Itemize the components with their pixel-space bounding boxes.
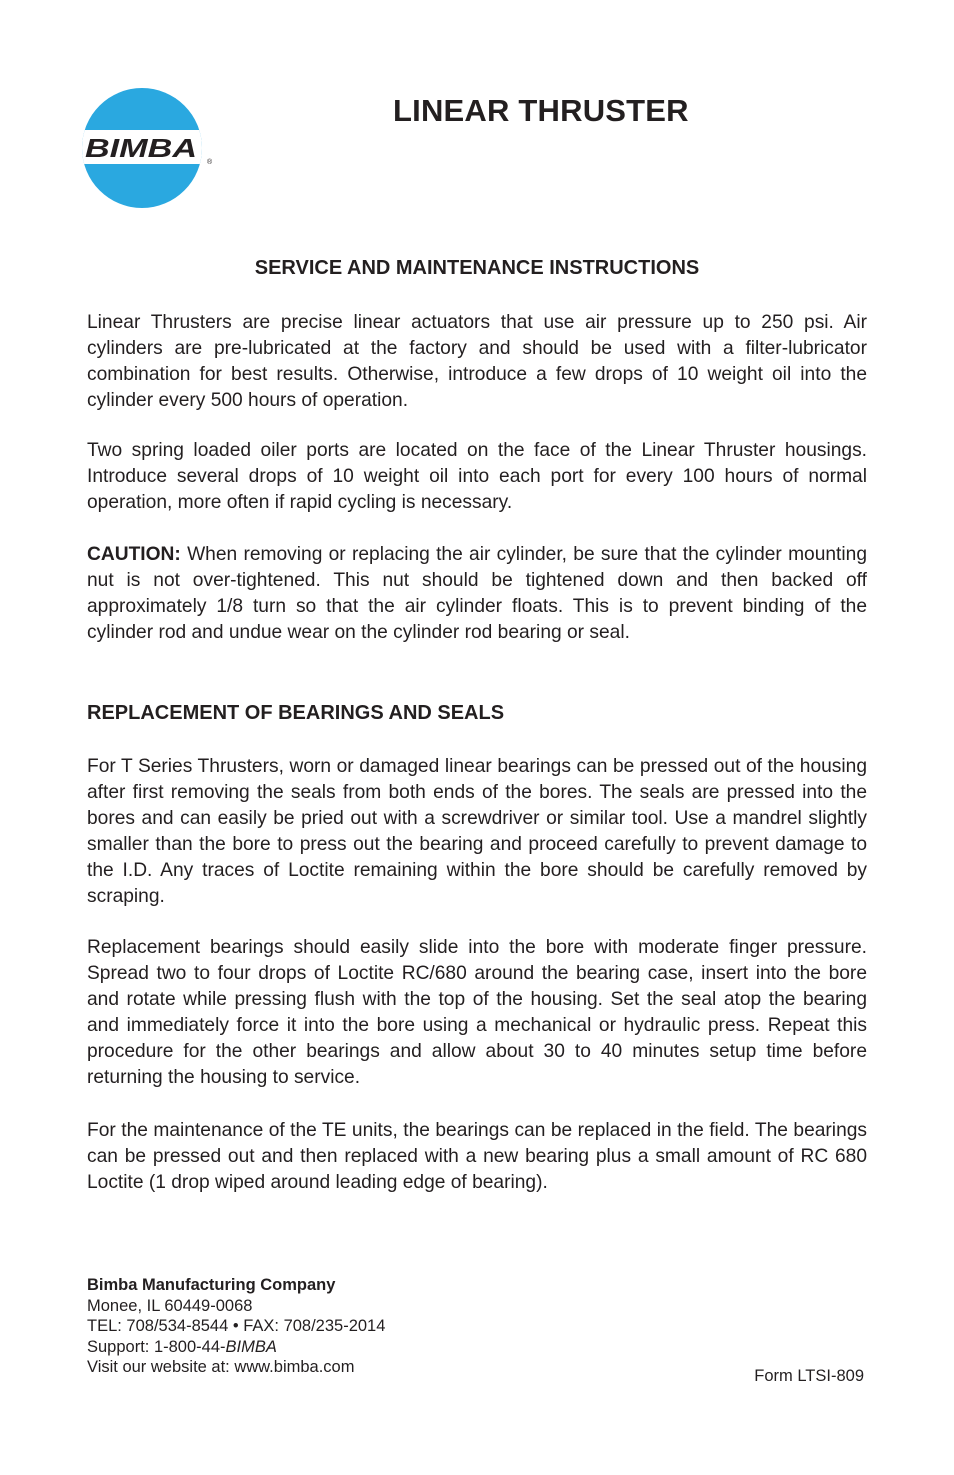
caution-text: When removing or replacing the air cylinder, be sure that the cylinder mounting nut is not over-tightened. This nut should be tightened down and then backed off approximately 1/8 turn so that the air cylinder floats. This is to prevent binding of the cylinder rod and undue wear on the cylinder rod bearing or seal. [87,544,867,643]
footer-support-prefix: Support: 1-800-44- [87,1337,226,1356]
footer-address: Monee, IL 60449-0068 [87,1296,253,1315]
service-paragraph-1: Linear Thrusters are precise linear actuators that use air pressure up to 250 psi. Air cylinders are pre-lubricated at the factory and should be used with a filter-lubricator combination for best results. Otherwise, introduce a few drops of 10 weight oil into the cylinder every 500 hours of operation. [87,312,867,411]
footer-support-suffix: BIMBA [225,1337,277,1356]
caution-paragraph [87,542,867,646]
replacement-paragraph-3: For the maintenance of the TE units, the bearings can be replaced in the field. The bearings can be pressed out and then replaced with a new bearing plus a small amount of RC 680 Loctite (1 drop wiped around leading edge of bearing). [87,1120,867,1193]
replacement-paragraph-2: Replacement bearings should easily slide into the bore with moderate finger pressure. Spread two to four drops of Loctite RC/680 around the bearing case, insert into the bore and rotate while pressing flush with the top of the housing. Set the seal atop the bearing and immediately force it into the bore using a mechanical or hydraulic press. Repeat this procedure for the other bearings and allow about 30 to 40 minutes setup time before returning the housing to service. [87,937,867,1088]
logo-registered-mark: ® [207,159,213,166]
service-paragraph-2: Two spring loaded oiler ports are located on the face of the Linear Thruster housings. Introduce several drops of 10 weight oil into each port for every 100 hours of normal operation, more often if rapid cycling is necessary. [87,440,867,513]
footer-website: Visit our website at: www.bimba.com [87,1358,355,1376]
replacement-heading: REPLACEMENT OF BEARINGS AND SEALS [87,702,505,724]
footer-support [87,1337,385,1358]
service-heading: SERVICE AND MAINTENANCE INSTRUCTIONS [254,257,700,279]
footer-company: Bimba Manufacturing Company [87,1276,336,1294]
bimba-logo [81,86,215,210]
form-number: Form LTSI-809 [754,1367,864,1385]
caution-label: CAUTION: [87,544,181,565]
document-title: LINEAR THRUSTER [393,93,689,128]
footer-contact [87,1275,385,1378]
replacement-paragraph-1: For T Series Thrusters, worn or damaged linear bearings can be pressed out of the housing after first removing the seals from both ends of the bores. The seals are pressed into the bores and can easily be pried out with a screwdriver or similar tool. Use a mandrel slightly smaller than the bore to press out the bearing and proceed carefully to prevent damage to the I.D. Any traces of Loctite remaining within the bore should be carefully removed by scraping. [87,756,867,907]
footer-phone-fax: TEL: 708/534-8544 • FAX: 708/235-2014 [87,1317,386,1335]
logo-wordmark: BIMBA [85,133,197,163]
